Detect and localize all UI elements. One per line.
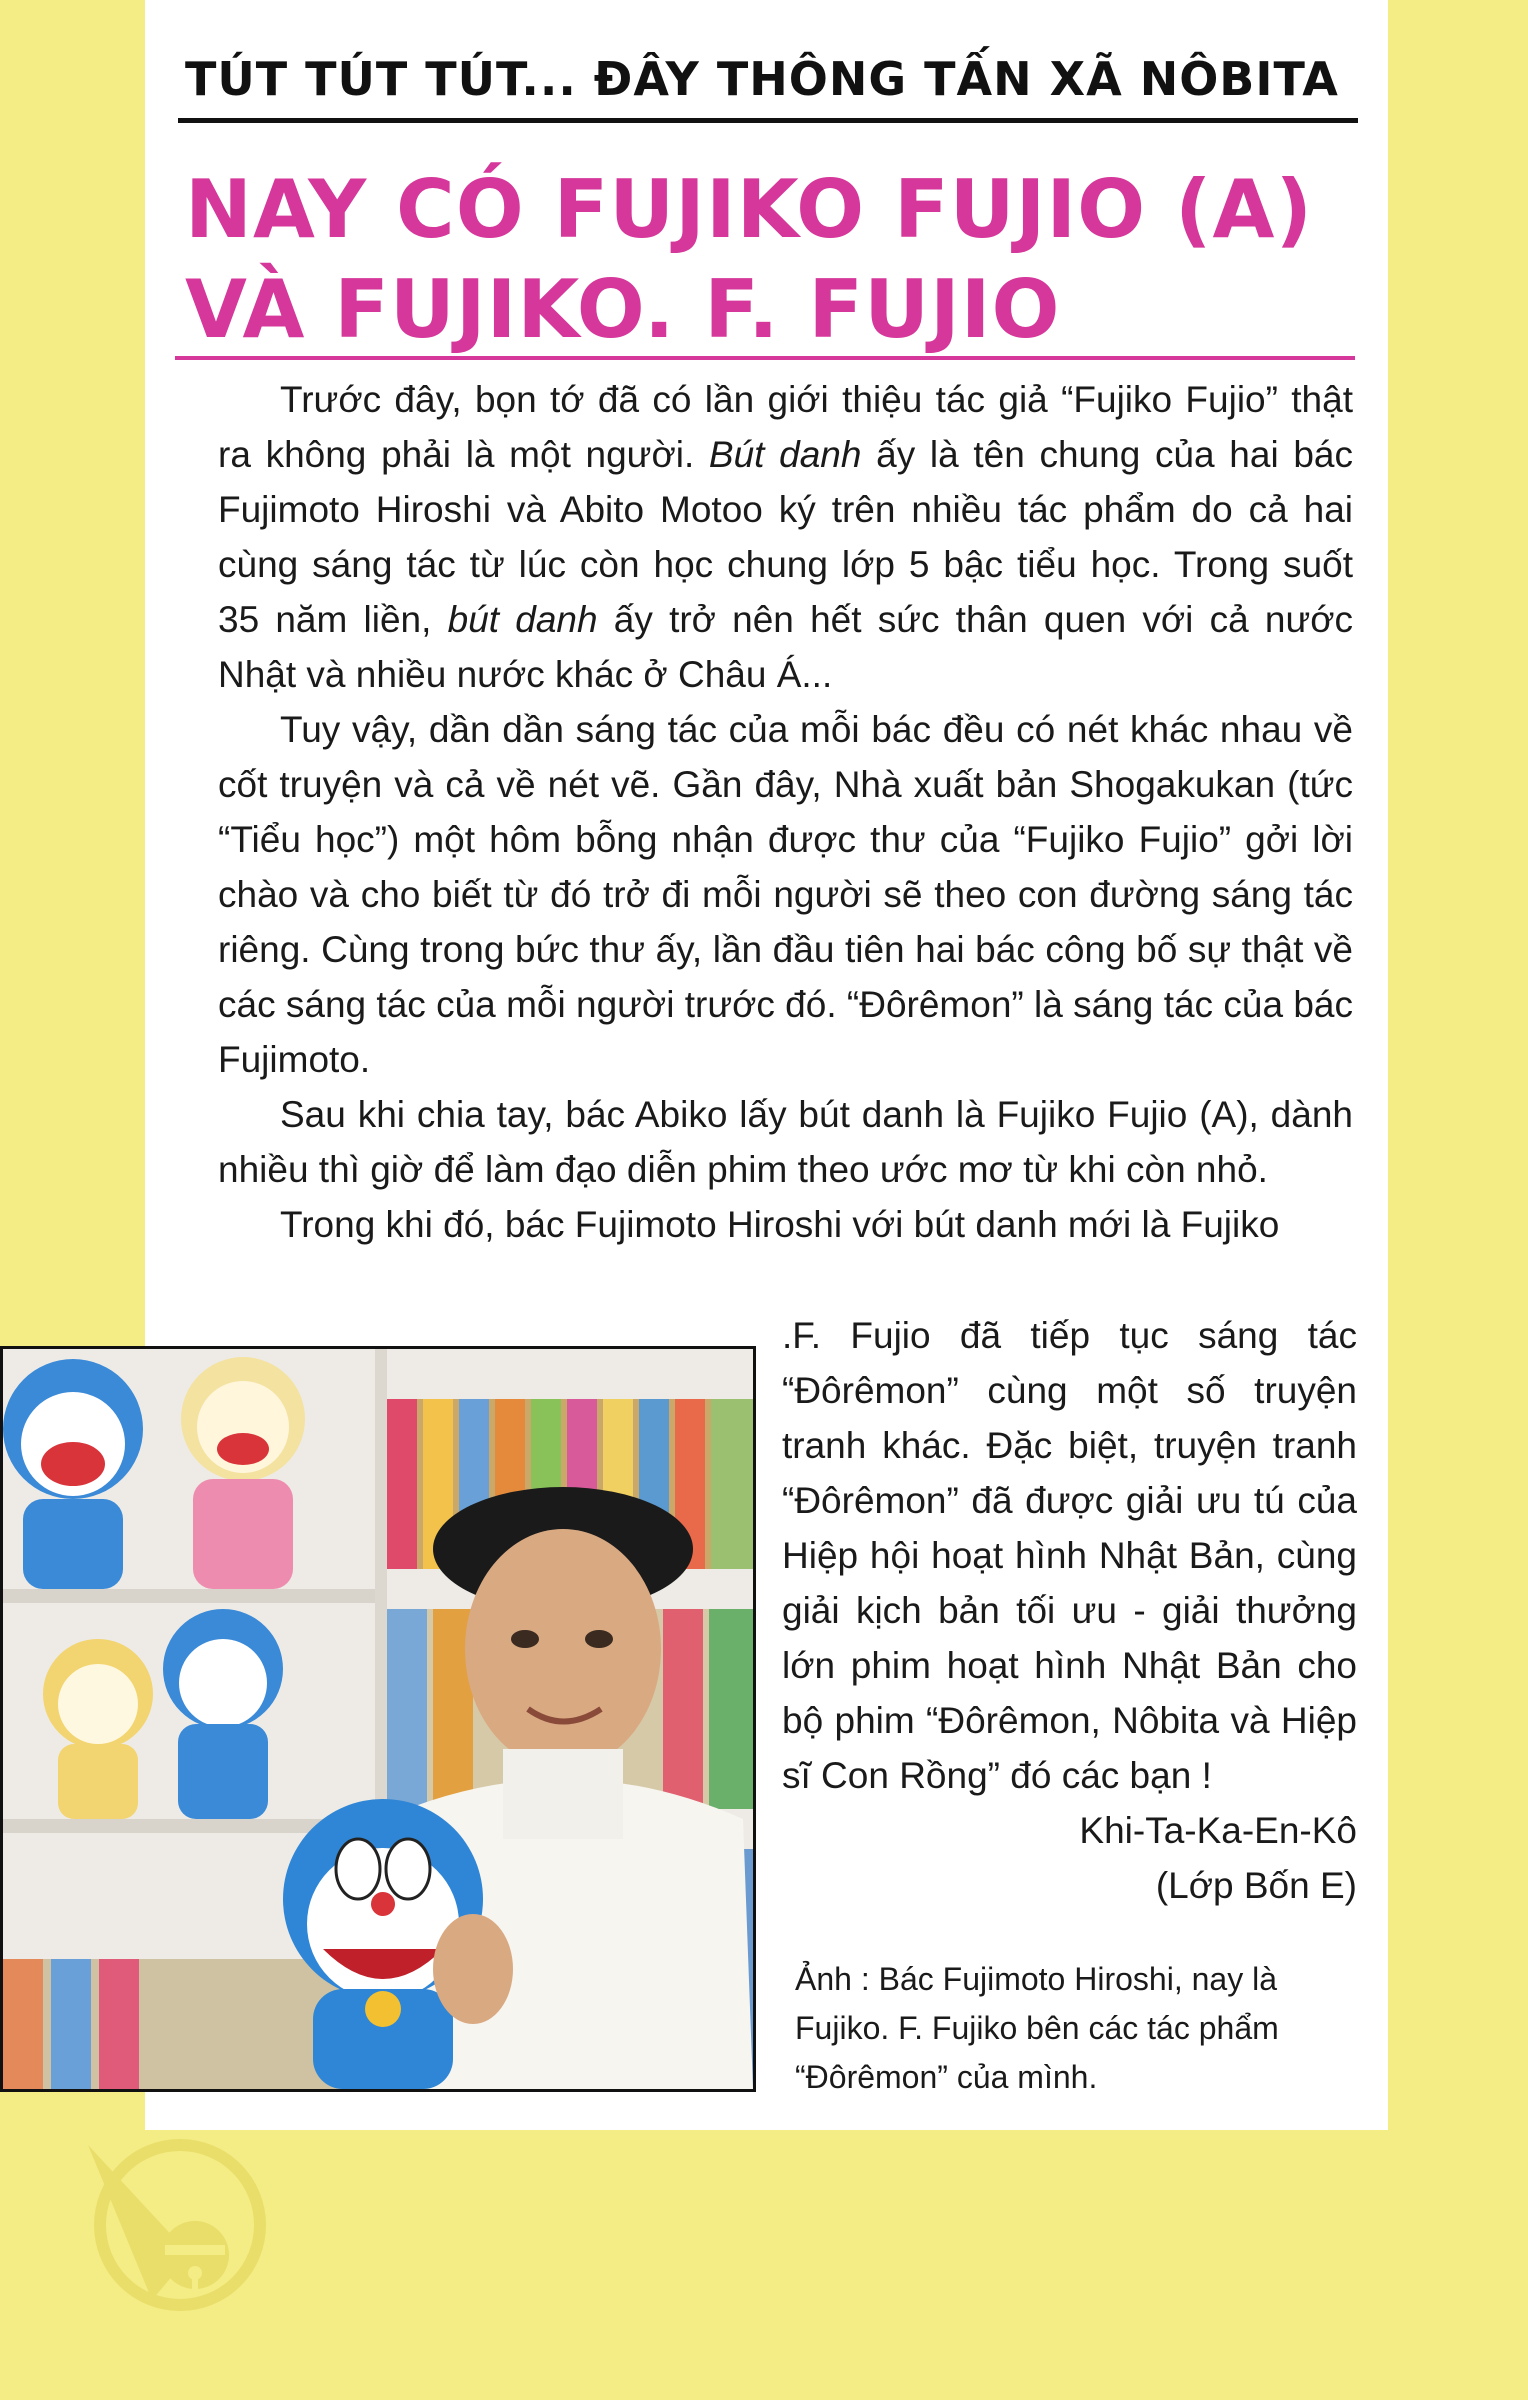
author-class: (Lớp Bốn E) [1155, 1865, 1357, 1906]
paragraph-1 [218, 372, 1353, 702]
paragraph-2: Tuy vậy, dần dần sáng tác của mỗi bác đều có nét khác nhau về cốt truyện và cả về nét vẽ. Gần đây, Nhà xuất bản Shogakukan (tức “Tiểu học”) một hôm bỗng nhận được thư của “Fujiko Fujio” gởi lời chào và cho biết từ đó trở đi mỗi người sẽ theo con đường sáng tác riêng. Cùng trong bức thư ấy, lần đầu tiên hai bác công bố sự thật về các sáng tác của mỗi người trước đó. “Đôrêmon” là sáng tác của bác Fujimoto. [218, 709, 1353, 1080]
section-kicker: TÚT TÚT TÚT... ĐÂY THÔNG TẤN XÃ NÔBITA [185, 52, 1339, 106]
article-right-column [782, 1308, 1357, 1913]
paragraph-1-emphasis-1: Bút danh [708, 434, 862, 475]
headline-line-1: NAY CÓ FUJIKO FUJIO (A) [185, 163, 1313, 256]
doraemon-bell-logo [70, 2105, 300, 2315]
paragraph-3: Sau khi chia tay, bác Abiko lấy bút danh là Fujiko Fujio (A), dành nhiều thì giờ để làm đạo diễn phim theo ước mơ từ khi còn nhỏ. [218, 1094, 1353, 1190]
paragraph-4-start: Trong khi đó, bác Fujimoto Hiroshi với bút danh mới là Fujiko [280, 1204, 1280, 1245]
kicker-divider [178, 118, 1358, 123]
author-photo [0, 1346, 756, 2092]
headline [185, 160, 1365, 360]
paragraph-1-emphasis-2: bút danh [447, 599, 598, 640]
headline-divider [175, 356, 1355, 360]
paragraph-1-text-c: ấy trở nên hết sức thân quen với cả nước Nhật và nhiều nước khác ở Châu Á... [218, 599, 1353, 695]
photo-caption: Ảnh : Bác Fujimoto Hiroshi, nay là Fujiko. F. Fujiko bên các tác phẩm “Đôrêmon” của mình. [795, 1961, 1279, 2095]
article-body [218, 372, 1353, 1252]
paragraph-4-rest: .F. Fujio đã tiếp tục sáng tác “Đôrêmon” cùng một số truyện tranh khác. Đặc biệt, truyện tranh “Đôrêmon” đã được giải ưu tú của Hiệp hội hoạt hình Nhật Bản, cùng giải kịch bản tối ưu - giải thưởng lớn phim hoạt hình Nhật Bản cho bộ phim “Đôrêmon, Nôbita và Hiệp sĩ Con Rồng” đó các bạn ! [782, 1315, 1357, 1796]
author-signature: Khi-Ta-Ka-En-Kô [1079, 1810, 1357, 1851]
paragraph-1-text-a: Trước đây, bọn tớ đã có lần giới thiệu tác giả “Fujiko Fujio” thật ra không phải là một người. [218, 379, 1353, 475]
author-photo-illustration [3, 1349, 753, 2089]
headline-line-2: VÀ FUJIKO. F. FUJIO [185, 263, 1061, 356]
paragraph-1-text-b: ấy là tên chung của hai bác Fujimoto Hiroshi và Abito Motoo ký trên nhiều tác phẩm do cả hai cùng sáng tác từ lúc còn học chung lớp 5 bậc tiểu học. Trong suốt 35 năm liền, [218, 434, 1353, 640]
